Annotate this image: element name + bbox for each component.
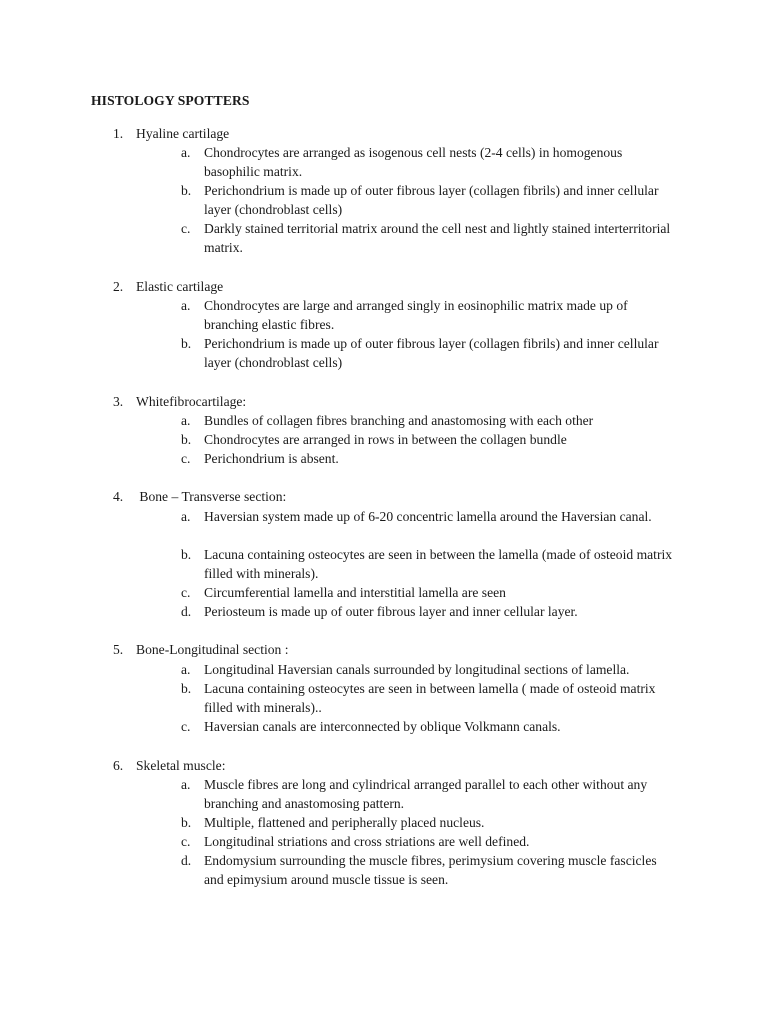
item-text: Endomysium surrounding the muscle fibres, perimysium covering muscle fascicles and epimysium around muscle tissue is seen. bbox=[204, 853, 657, 888]
item-text: Chondrocytes are large and arranged singly in eosinophilic matrix made up of branching elastic fibres. bbox=[204, 298, 628, 333]
section-label: Elastic cartilage bbox=[136, 279, 224, 294]
item-letter: c. bbox=[181, 221, 191, 236]
item-text: Haversian canals are interconnected by oblique Volkmann canals. bbox=[204, 719, 561, 734]
item-letter: b. bbox=[181, 183, 192, 198]
section-label: Whitefibrocartilage: bbox=[136, 394, 247, 409]
item-letter: b. bbox=[181, 432, 192, 447]
item-letter: c. bbox=[181, 451, 191, 466]
item-letter: c. bbox=[181, 719, 191, 734]
item-letter: b. bbox=[181, 815, 192, 830]
item-text: Circumferential lamella and interstitial lamella are seen bbox=[204, 585, 506, 600]
item-letter: b. bbox=[181, 547, 192, 562]
item-text: Haversian system made up of 6-20 concentric lamella around the Haversian canal. bbox=[204, 509, 652, 524]
section-number: 4. bbox=[113, 489, 124, 504]
item-letter: a. bbox=[181, 662, 191, 677]
item-letter: a. bbox=[181, 777, 191, 792]
section-label: Bone-Longitudinal section : bbox=[136, 642, 289, 657]
item-text: Longitudinal Haversian canals surrounded by longitudinal sections of lamella. bbox=[204, 662, 630, 677]
section-number: 3. bbox=[113, 394, 124, 409]
item-text: Chondrocytes are arranged as isogenous cell nests (2-4 cells) in homogenous basophilic matrix. bbox=[204, 145, 623, 180]
item-letter: a. bbox=[181, 298, 191, 313]
item-letter: d. bbox=[181, 853, 192, 868]
item-letter: c. bbox=[181, 585, 191, 600]
item-text: Lacuna containing osteocytes are seen in between the lamella (made of osteoid matrix filled with minerals). bbox=[204, 547, 673, 582]
item-letter: b. bbox=[181, 336, 192, 351]
item-letter: a. bbox=[181, 509, 191, 524]
section-label: Hyaline cartilage bbox=[136, 126, 230, 141]
item-text: Perichondrium is made up of outer fibrous layer (collagen fibrils) and inner cellular layer (chondroblast cells) bbox=[204, 336, 659, 371]
item-letter: c. bbox=[181, 834, 191, 849]
item-text: Periosteum is made up of outer fibrous layer and inner cellular layer. bbox=[204, 604, 578, 619]
section-number: 6. bbox=[113, 758, 124, 773]
item-text: Perichondrium is made up of outer fibrous layer (collagen fibrils) and inner cellular layer (chondroblast cells) bbox=[204, 183, 659, 218]
section-number: 1. bbox=[113, 126, 124, 141]
item-letter: d. bbox=[181, 604, 192, 619]
item-letter: b. bbox=[181, 681, 192, 696]
section-number: 5. bbox=[113, 642, 124, 657]
section-label: Skeletal muscle: bbox=[136, 758, 226, 773]
section-label: Bone – Transverse section: bbox=[136, 489, 287, 504]
item-letter: a. bbox=[181, 413, 191, 428]
document-title: HISTOLOGY SPOTTERS bbox=[91, 93, 250, 108]
section-number: 2. bbox=[113, 279, 124, 294]
item-text: Multiple, flattened and peripherally placed nucleus. bbox=[204, 815, 485, 830]
item-text: Muscle fibres are long and cylindrical arranged parallel to each other without any branching and anastomosing pattern. bbox=[204, 777, 648, 812]
item-text: Bundles of collagen fibres branching and anastomosing with each other bbox=[204, 413, 594, 428]
item-text: Darkly stained territorial matrix around the cell nest and lightly stained interterritorial matrix. bbox=[204, 221, 671, 256]
item-text: Chondrocytes are arranged in rows in between the collagen bundle bbox=[204, 432, 567, 447]
item-text: Lacuna containing osteocytes are seen in between lamella ( made of osteoid matrix filled with minerals).. bbox=[204, 681, 656, 716]
item-text: Perichondrium is absent. bbox=[204, 451, 339, 466]
item-letter: a. bbox=[181, 145, 191, 160]
item-text: Longitudinal striations and cross striations are well defined. bbox=[204, 834, 530, 849]
